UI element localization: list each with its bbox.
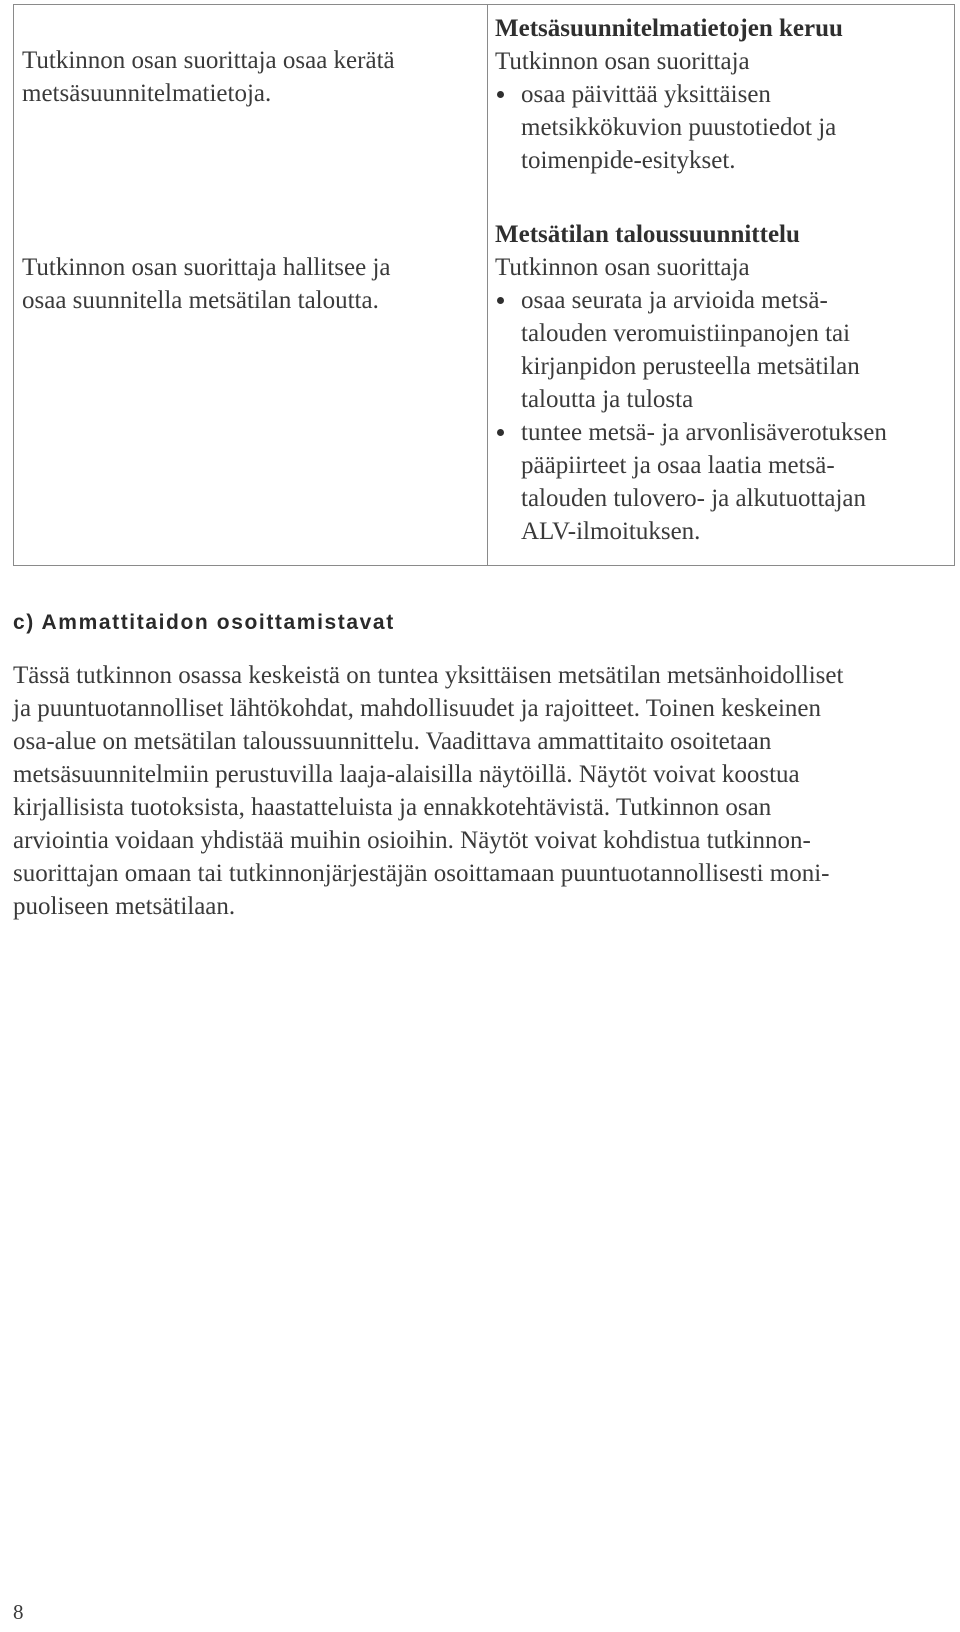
bullet-list <box>495 284 945 548</box>
list-item-text: tuntee metsä- ja arvonlisäverotuksen pääpiirteet ja osaa laatia metsä- talouden tulovero- ja alkutuottajan ALV-ilmoituksen. <box>521 419 887 545</box>
assessment-block-2 <box>495 218 945 548</box>
bullet-icon <box>497 429 504 436</box>
list-item-text: osaa päivittää yksittäisen metsikkökuvion puustotiedot ja toimenpide-esitykset. <box>521 81 837 174</box>
block-title: Metsäsuunnitelmatietojen keruu <box>495 15 843 42</box>
block-subject: Tutkinnon osan suorittaja <box>495 254 750 281</box>
criterion-text-1: Tutkinnon osan suorittaja osaa kerätä metsäsuunnitelmatietoja. <box>22 47 395 107</box>
assessment-block-1 <box>495 12 945 177</box>
list-item <box>495 416 945 548</box>
block-subject: Tutkinnon osan suorittaja <box>495 48 750 75</box>
list-item-text: osaa seurata ja arvioida metsä- talouden veromuistiinpanojen tai kirjanpidon perusteella metsätilan taloutta ja tulosta <box>521 287 860 413</box>
bullet-icon <box>497 91 504 98</box>
bullet-list <box>495 78 945 177</box>
list-item <box>495 284 945 416</box>
section-heading: c) Ammattitaidon osoittamistavat <box>13 611 395 634</box>
bullet-icon <box>497 297 504 304</box>
section-body: Tässä tutkinnon osassa keskeistä on tuntea yksittäisen metsätilan metsänhoidolliset ja puuntuotannolliset lähtökohdat, mahdollisuudet ja rajoitteet. Toinen keskeinen osa-alue on metsätilan taloussuunnittelu. Vaadittava ammattitaito osoitetaan metsäsuunnitelmiin perustuvilla laaja-alaisilla näytöillä. Näytöt voivat koostua kirjallisista tuotoksista, haastatteluista ja ennakkotehtävistä. Tutkinnon osan arviointia voidaan yhdistää muihin osioihin. Näytöt voivat kohdistua tutkinnon- suorittajan omaan tai tutkinnonjärjestäjän osoittamaan puuntuotannollisesti moni- puoliseen metsätilaan. <box>13 662 844 920</box>
criterion-text-2: Tutkinnon osan suorittaja hallitsee ja osaa suunnitella metsätilan taloutta. <box>22 254 391 314</box>
page-number: 8 <box>13 1600 24 1624</box>
list-item <box>495 78 945 177</box>
block-title: Metsätilan taloussuunnittelu <box>495 221 800 248</box>
